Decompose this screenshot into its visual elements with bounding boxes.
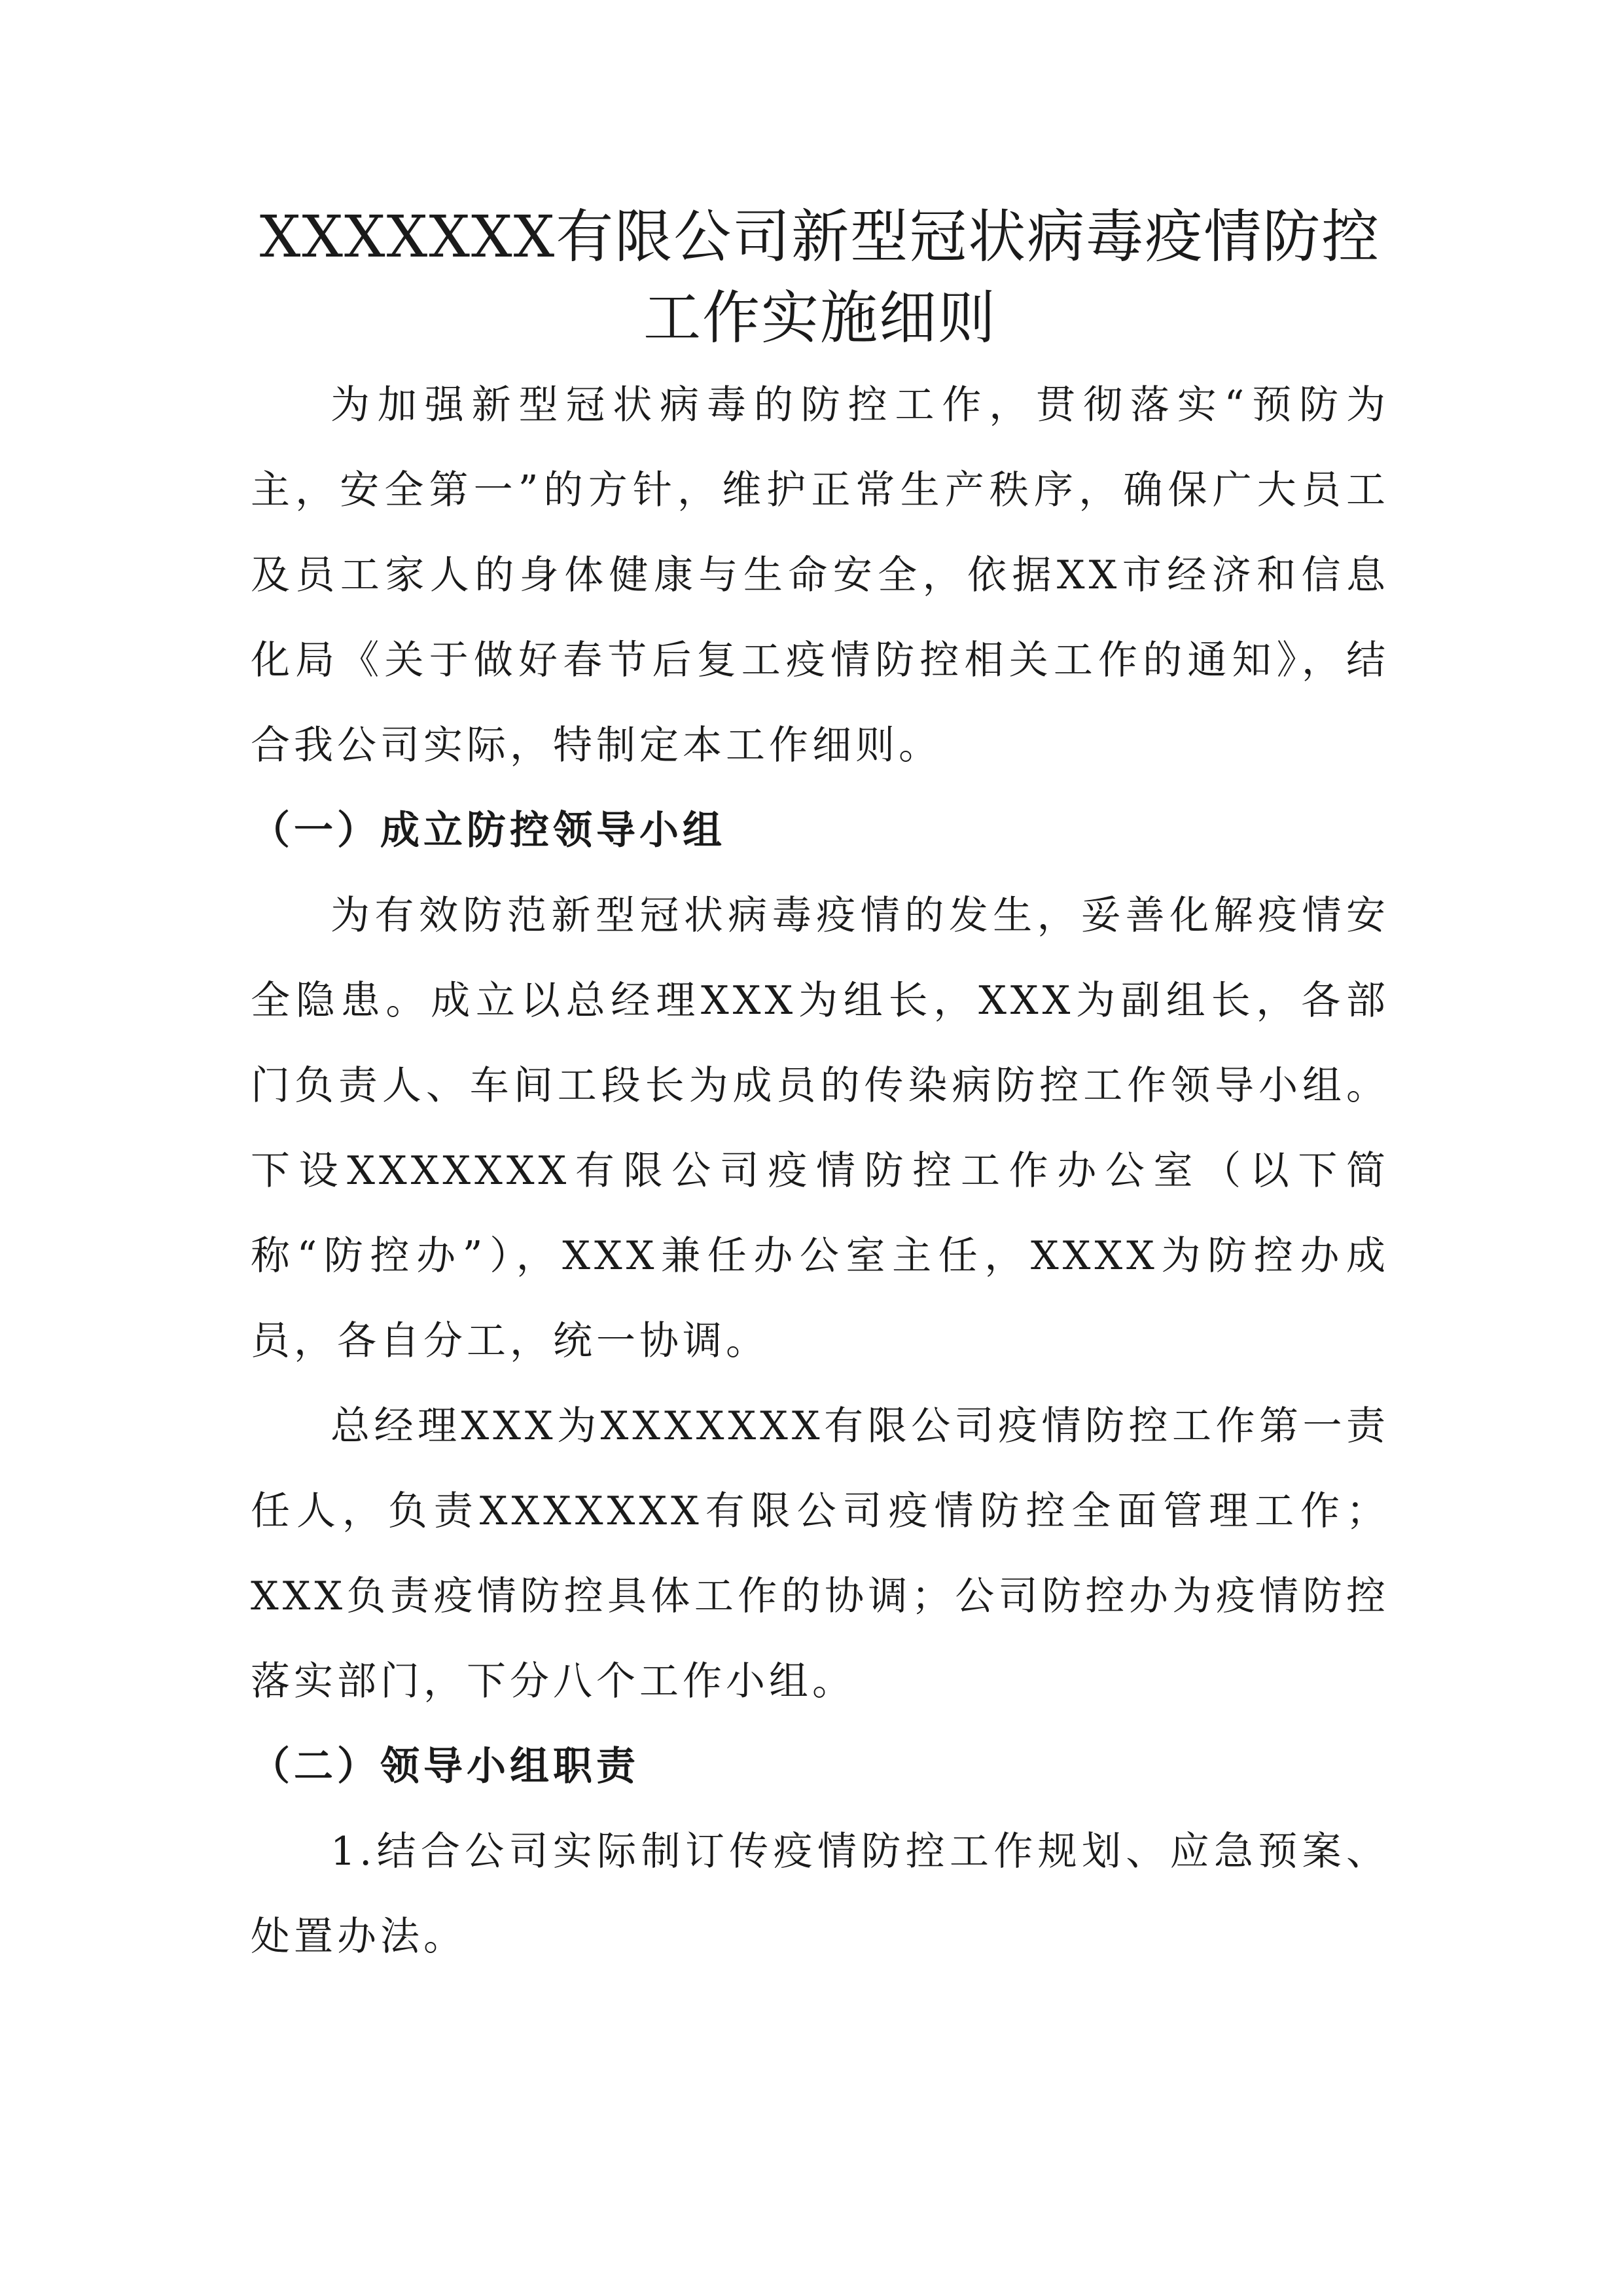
intro-paragraph: 为加强新型冠状病毒的防控工作，贯彻落实“预防为主，安全第一”的方针，维护正常生产秩序，确保广大员工及员工家人的身体健康与生命安全，依据XX市经济和信息化局《关于做好春节后复工疫情防控相关工作的通知》，结合我公司实际，特制定本工作细则。 <box>251 382 1389 768</box>
section-1-paragraph-2: 总经理XXX为XXXXXXX有限公司疫情防控工作第一责任人，负责XXXXXXX有限公司疫情防控全面管理工作；XXX负责疫情防控具体工作的协调；公司防控办为疫情防控落实部门，下分八个工作小组。 <box>251 1403 1389 1704</box>
document-page <box>251 196 1389 1979</box>
section-heading-1: （一）成立防控领导小组 <box>251 808 726 853</box>
section-1-paragraph-1: 为有效防范新型冠状病毒疫情的发生，妥善化解疫情安全隐患。成立以总经理XXX为组长，XXX为副组长，各部门负责人、车间工段长为成员的传染病防控工作领导小组。下设XXXXXXX有限公司疫情防控工作办公室（以下简称“防控办”），XXX兼任办公室主任，XXXX为防控办成员，各自分工，统一协调。 <box>251 893 1389 1364</box>
section-heading-2: （二）领导小组职责 <box>251 1744 639 1789</box>
document-title: XXXXXXX有限公司新型冠状病毒疫情防控工作实施细则 <box>259 203 1381 351</box>
section-2-item-1: 1.结合公司实际制订传疫情防控工作规划、应急预案、处置办法。 <box>251 1829 1389 1960</box>
